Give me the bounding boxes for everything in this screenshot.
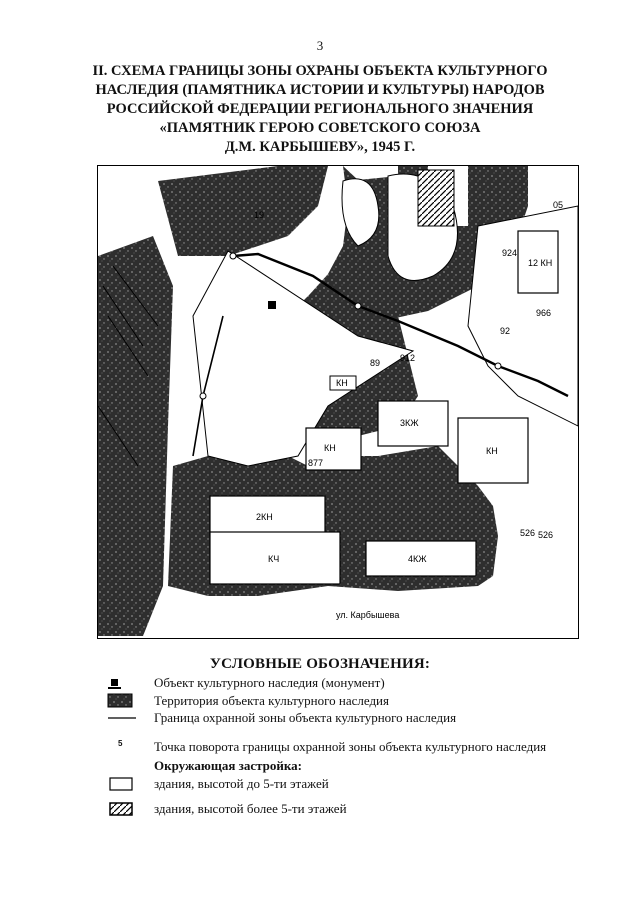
title-line-3: РОССИЙСКОЙ ФЕДЕРАЦИИ РЕГИОНАЛЬНОГО ЗНАЧЕНИЯ bbox=[106, 101, 534, 117]
legend-item-boundary bbox=[96, 709, 616, 727]
monument-icon bbox=[96, 674, 140, 692]
dark-fill-swatch-icon bbox=[96, 692, 140, 710]
point-label: 877 bbox=[308, 458, 324, 468]
legend-item-turn-point bbox=[96, 738, 616, 756]
upper-dark-band bbox=[158, 166, 328, 256]
legend-text-monument: Объект культурного наследия (монумент) bbox=[154, 675, 385, 690]
legend-text-territory: Территория объекта культурного наследия bbox=[154, 693, 389, 708]
point-label: 966 bbox=[536, 308, 552, 318]
point-label: 526 bbox=[520, 528, 536, 538]
boundary-line-icon bbox=[96, 709, 140, 727]
point-label: 92 bbox=[500, 326, 511, 336]
map-canvas bbox=[98, 166, 578, 638]
page-title bbox=[60, 62, 580, 157]
legend-title: УСЛОВНЫЕ ОБОЗНАЧЕНИЯ: bbox=[209, 656, 431, 672]
legend-item-high-buildings bbox=[96, 800, 616, 818]
label-kch: КЧ bbox=[268, 554, 280, 564]
outline-rect-icon bbox=[96, 775, 140, 793]
protection-zone-map bbox=[97, 165, 579, 639]
point-label: 19 bbox=[254, 210, 265, 220]
legend-subtitle: Окружающая застройка: bbox=[154, 758, 302, 773]
point-label: 89 bbox=[370, 358, 381, 368]
turn-point bbox=[355, 303, 361, 309]
label-kn-small: КН bbox=[336, 378, 348, 388]
legend-item-low-buildings bbox=[96, 775, 616, 793]
turn-point bbox=[230, 253, 236, 259]
legend-item-territory bbox=[96, 692, 616, 710]
legend-text-high-buildings: здания, высотой более 5-ти этажей bbox=[154, 801, 347, 816]
label-2kn: 2КН bbox=[256, 512, 273, 522]
point-label: 05 bbox=[553, 200, 564, 210]
street-label: ул. Карбышева bbox=[336, 610, 400, 620]
point-label: 924 bbox=[502, 248, 518, 258]
turn-point bbox=[495, 363, 501, 369]
label-kn-center: КН bbox=[324, 443, 336, 453]
title-line-1: II. СХЕМА ГРАНИЦЫ ЗОНЫ ОХРАНЫ ОБЪЕКТА КУЛЬТУРНОГО bbox=[92, 63, 548, 79]
label-3kzh: 3КЖ bbox=[400, 418, 419, 428]
legend-text-low-buildings: здания, высотой до 5-ти этажей bbox=[154, 776, 329, 791]
title-line-2: НАСЛЕДИЯ (ПАМЯТНИКА ИСТОРИИ И КУЛЬТУРЫ) НАРОДОВ bbox=[95, 82, 545, 98]
title-line-5: Д.М. КАРБЫШЕВУ», 1945 Г. bbox=[224, 139, 416, 155]
legend-item-monument bbox=[96, 674, 616, 692]
point-label: 912 bbox=[400, 353, 416, 363]
label-4kzh: 4КЖ bbox=[408, 554, 427, 564]
legend-text-boundary: Граница охранной зоны объекта культурного наследия bbox=[154, 710, 457, 725]
hatched-rect-icon bbox=[96, 800, 140, 818]
point-label: 526 bbox=[538, 530, 554, 540]
turn-point bbox=[200, 393, 206, 399]
page-number: 3 bbox=[316, 38, 324, 53]
legend-text-turn-point: Точка поворота границы охранной зоны объекта культурного наследия bbox=[154, 739, 547, 754]
title-line-4: «ПАМЯТНИК ГЕРОЮ СОВЕТСКОГО СОЮЗА bbox=[159, 120, 481, 136]
turn-point-icon: 5 bbox=[118, 739, 123, 748]
label-kn-right: КН bbox=[486, 446, 498, 456]
label-12kn: 12 КН bbox=[528, 258, 553, 268]
building-upper-right bbox=[418, 170, 454, 226]
monument-marker bbox=[268, 301, 276, 309]
